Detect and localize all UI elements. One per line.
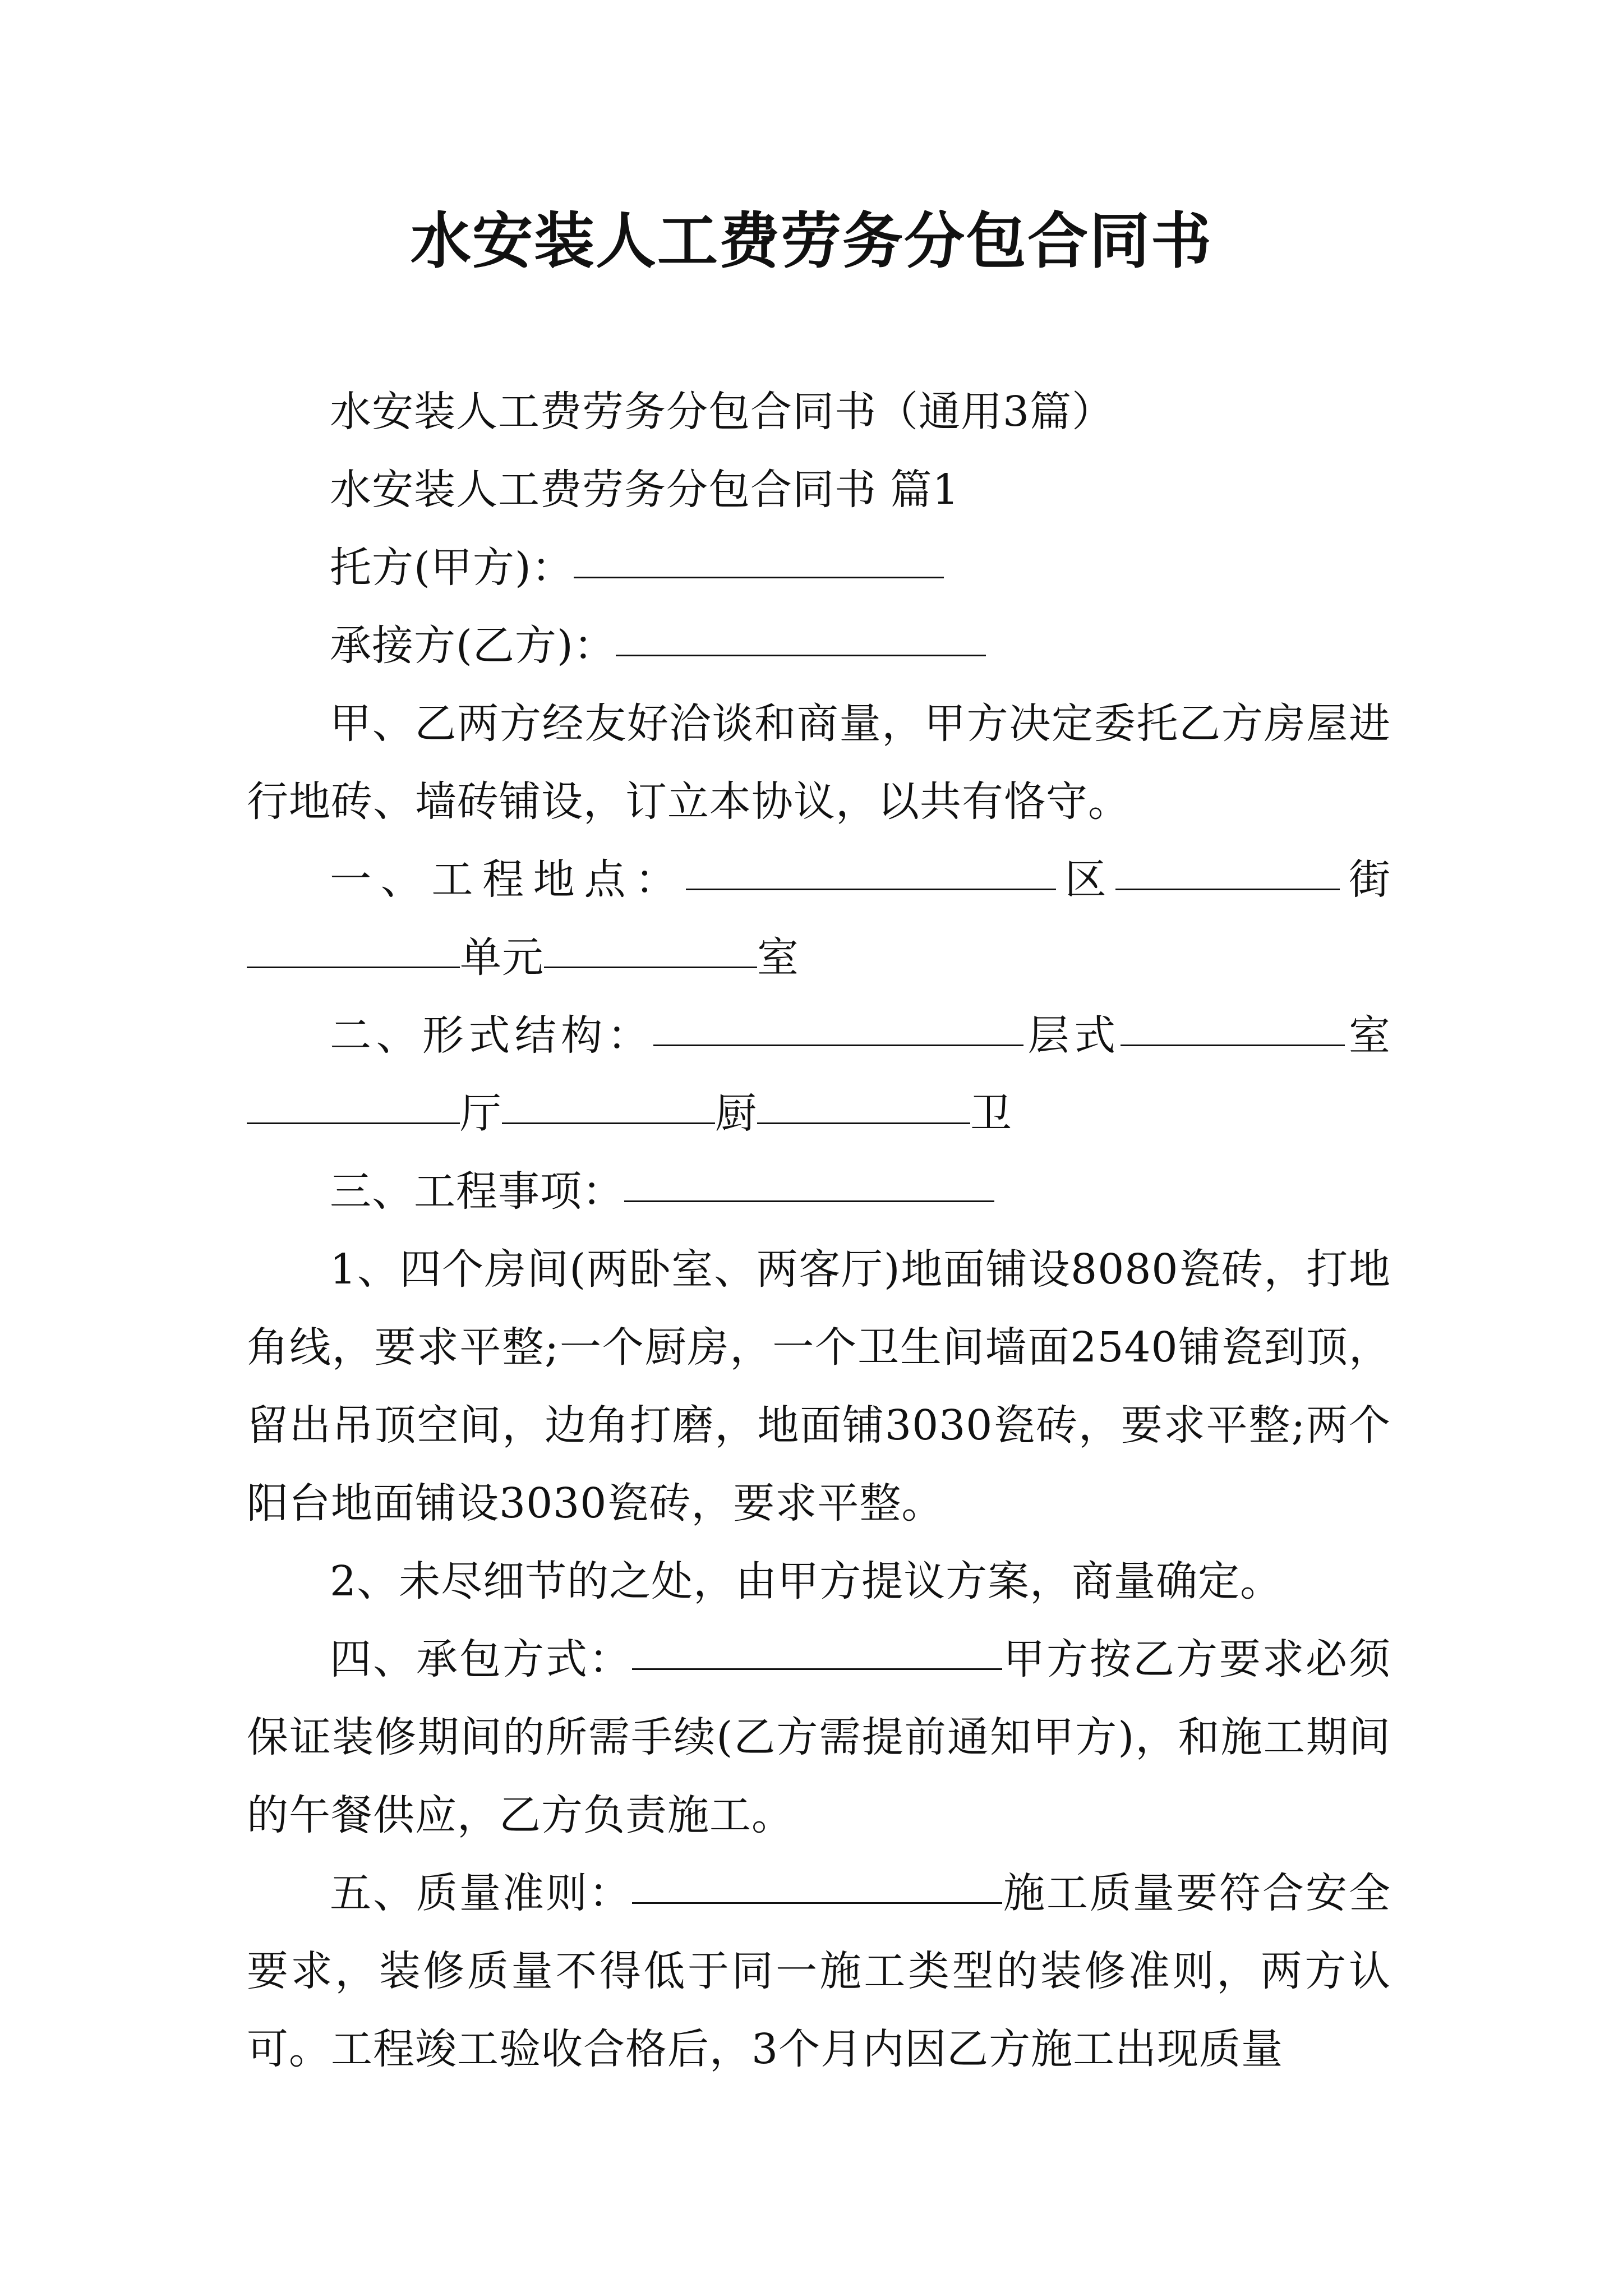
section-5-text: 施工质量要符合安全要求，装修质量不得低于同一施工类型的装修准则，两方认可。工程竣工验收合格后，3个月内因乙方施工出现质量 — [247, 1869, 1391, 2073]
item-1-text: 1、四个房间(两卧室、两客厅)地面铺设8080瓷砖，打地角线，要求平整;一个厨房，一个卫生间墙面2540铺瓷到顶，留出吊顶空间，边角打磨，地面铺3030瓷砖，要求平整;两个阳台地面铺设3030瓷砖，要求平整。 — [247, 1245, 1391, 1527]
contract-mode-blank — [632, 1627, 1002, 1670]
bedroom-label: 室 — [1344, 1011, 1391, 1060]
district-blank — [1115, 847, 1340, 890]
quality-blank — [632, 1861, 1002, 1904]
party-a-label: 托方(甲方)： — [330, 544, 574, 592]
kitchen-label: 厨 — [715, 1089, 757, 1138]
section-3-items — [247, 1153, 1391, 1231]
bathroom-label: 卫 — [970, 1089, 1012, 1138]
section-3-label: 三、工程事项： — [330, 1167, 624, 1216]
items-blank — [624, 1159, 994, 1202]
subtitle-text: 水安装人工费劳务分包合同书（通用3篇） — [330, 388, 1114, 436]
part-heading-text: 水安装人工费劳务分包合同书 篇1 — [330, 466, 960, 514]
section-1-label: 一、工程地点： — [330, 855, 686, 904]
section-5-label: 五、质量准则： — [330, 1869, 632, 1917]
structure-blank — [653, 1003, 1023, 1046]
street-label: 街 — [1340, 855, 1391, 904]
section-4-contract-mode — [247, 1621, 1391, 1855]
section-4-text: 甲方按乙方要求必须保证装修期间的所需手续(乙方需提前通知甲方)，和施工期间的午餐供应，乙方负责施工。 — [247, 1635, 1391, 1839]
section-5-quality — [247, 1855, 1391, 2088]
room-label: 室 — [757, 933, 799, 982]
street-blank — [247, 925, 460, 968]
unit-blank — [544, 925, 757, 968]
party-b-label: 承接方(乙方)： — [330, 622, 616, 670]
intro-text: 甲、乙两方经友好洽谈和商量，甲方决定委托乙方房屋进行地砖、墙砖铺设，订立本协议，以共有恪守。 — [247, 700, 1391, 826]
bedroom-blank — [247, 1081, 460, 1124]
kitchen-blank — [757, 1081, 970, 1124]
section-2-label: 二、形式结构： — [330, 1011, 654, 1060]
part-heading — [247, 451, 1391, 529]
floor-label: 层式 — [1023, 1011, 1121, 1060]
intro-paragraph — [247, 685, 1391, 841]
section-2-structure — [247, 997, 1391, 1153]
party-b-line — [247, 607, 1391, 685]
location-blank — [686, 847, 1056, 890]
document-body — [247, 373, 1391, 2088]
section-1-location — [247, 841, 1391, 997]
section-4-label: 四、承包方式： — [330, 1635, 632, 1683]
floor-blank — [1121, 1003, 1345, 1046]
item-2-paragraph — [247, 1543, 1391, 1621]
party-a-blank — [574, 535, 944, 578]
document-title: 水安装人工费劳务分包合同书 — [410, 206, 1212, 277]
hall-blank — [502, 1081, 715, 1124]
item-2-text: 2、未尽细节的之处，由甲方提议方案，商量确定。 — [330, 1557, 1283, 1605]
district-label: 区 — [1055, 855, 1116, 904]
unit-label: 单元 — [460, 933, 544, 982]
party-b-blank — [616, 613, 986, 656]
subtitle-line — [247, 373, 1391, 451]
hall-label: 厅 — [460, 1089, 502, 1138]
item-1-paragraph — [247, 1231, 1391, 1543]
party-a-line — [247, 529, 1391, 607]
